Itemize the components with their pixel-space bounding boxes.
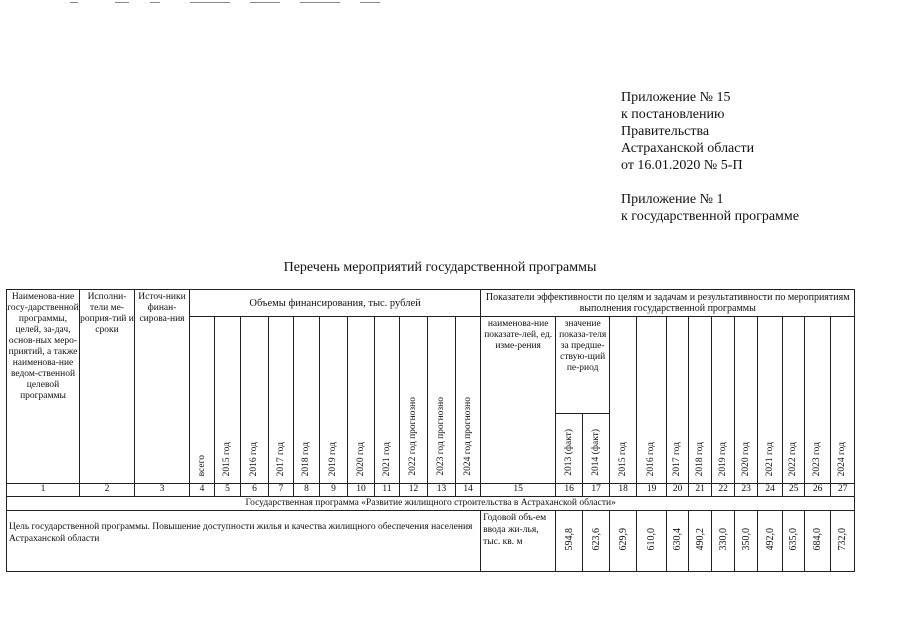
column-number-row <box>7 484 855 497</box>
col-number: 19 <box>637 484 667 497</box>
indicators-group-header: Показатели эффективности по целям и задачам и результативности по мероприятиям выполнения государственной программы <box>481 290 855 317</box>
col-number: 13 <box>428 484 456 497</box>
col-number: 27 <box>831 484 855 497</box>
resolution-line: к постановлению <box>621 107 725 122</box>
goal-value-2023: 684,0 <box>812 527 824 551</box>
appendix-15-line: Приложение № 15 <box>621 90 731 105</box>
goal-value-2022: 635,0 <box>788 527 800 551</box>
col-number: 10 <box>348 484 375 497</box>
col-number: 18 <box>610 484 637 497</box>
col-number: 3 <box>135 484 190 497</box>
ind-col-2018: 2018 год <box>694 441 705 476</box>
finance-col-2016: 2016 год <box>249 441 259 476</box>
col-number: 26 <box>805 484 831 497</box>
col-number: 23 <box>735 484 758 497</box>
goal-value-2024: 732,0 <box>837 527 849 551</box>
finance-col-2023: 2023 год прогнозно <box>436 397 446 476</box>
col-source-header: Источ-ники финан-сирова-ния <box>135 290 190 484</box>
goal-value-2018: 490,2 <box>694 527 706 551</box>
finance-col-2017: 2017 год <box>275 441 286 476</box>
ind-col-2021: 2021 год <box>764 441 775 476</box>
goal-value-2020: 350,0 <box>740 527 752 551</box>
ind-col-2017: 2017 год <box>672 441 683 476</box>
col-number: 5 <box>215 484 241 497</box>
col-number: 25 <box>783 484 805 497</box>
col-number: 15 <box>481 484 556 497</box>
prev-period-header: значение показа-теля за предше-ствую-щий пе-риод <box>556 317 610 414</box>
col-exec-header: Исполни-тели ме-роприя-тий и сроки <box>80 290 135 484</box>
col-number: 2 <box>80 484 135 497</box>
finance-col-2015: 2015 год <box>222 441 232 476</box>
ind-col-2024: 2024 год <box>837 441 848 476</box>
prev-col-2013: 2013 (факт) <box>563 429 574 476</box>
finance-col-2019: 2019 год <box>328 441 338 476</box>
col-number: 4 <box>190 484 215 497</box>
col-name-header: Наименова-ние госу-дарственной программы, целей, за-дач, основ-ных меро-приятий, а также наименова-ние ведом-ственной целевой программы <box>7 290 80 484</box>
indicator-name-header: наименова-ние показате-лей, ед. изме-рения <box>481 317 556 484</box>
government-line: Правительства <box>621 124 710 139</box>
ind-col-2020: 2020 год <box>740 441 751 476</box>
program-section-row: Государственная программа «Развитие жилищного строительства в Астраханской области» <box>7 497 855 511</box>
goal-value-2014: 623,6 <box>590 527 602 551</box>
appendix-1-line: Приложение № 1 <box>621 192 724 207</box>
measures-table <box>6 289 855 572</box>
col-number: 1 <box>7 484 80 497</box>
finance-col-2022: 2022 год прогнозно <box>408 397 418 476</box>
col-number: 7 <box>269 484 294 497</box>
goal-indicator: Годовой объ-ем ввода жи-лья, тыс. кв. м <box>481 511 556 572</box>
region-line: Астраханской области <box>621 141 755 156</box>
col-number: 6 <box>241 484 269 497</box>
finance-col-2018: 2018 год <box>301 441 311 476</box>
ind-col-2022: 2022 год <box>788 441 799 476</box>
program-line: к государственной программе <box>621 209 799 224</box>
col-number: 20 <box>667 484 689 497</box>
goal-value-2017: 630,4 <box>672 527 684 551</box>
col-number: 9 <box>320 484 348 497</box>
col-number: 21 <box>689 484 712 497</box>
col-number: 14 <box>456 484 481 497</box>
col-number: 11 <box>375 484 400 497</box>
ind-col-2023: 2023 год <box>812 441 823 476</box>
goal-value-2019: 330,0 <box>717 527 729 551</box>
goal-value-2013: 594,8 <box>563 527 575 551</box>
scan-artifact <box>70 0 400 8</box>
goal-value-2021: 492,0 <box>764 527 776 551</box>
appendix-header <box>621 89 799 225</box>
date-number-line: от 16.01.2020 № 5-П <box>621 158 743 173</box>
finance-col-total: всего <box>196 454 207 476</box>
goal-value-2015: 629,9 <box>617 527 629 551</box>
finance-col-2021: 2021 год <box>381 441 392 476</box>
finance-col-2020: 2020 год <box>355 441 366 476</box>
col-number: 17 <box>583 484 610 497</box>
goal-value-2016: 610,0 <box>646 527 658 551</box>
ind-col-2015: 2015 год <box>617 441 628 476</box>
document-title: Перечень мероприятий государственной программы <box>283 260 597 275</box>
col-number: 8 <box>294 484 320 497</box>
col-number: 24 <box>758 484 783 497</box>
ind-col-2019: 2019 год <box>717 441 728 476</box>
finance-group-header: Объемы финансирования, тыс. рублей <box>190 290 481 317</box>
prev-col-2014: 2014 (факт) <box>590 429 601 476</box>
col-number: 12 <box>400 484 428 497</box>
col-number: 16 <box>556 484 583 497</box>
col-number: 22 <box>712 484 735 497</box>
finance-col-2024: 2024 год прогнозно <box>462 397 473 476</box>
goal-text: Цель государственной программы. Повышение доступности жилья и качества жилищного обеспечения населения Астраханской области <box>7 511 481 572</box>
goal-row <box>7 511 855 572</box>
ind-col-2016: 2016 год <box>646 441 657 476</box>
